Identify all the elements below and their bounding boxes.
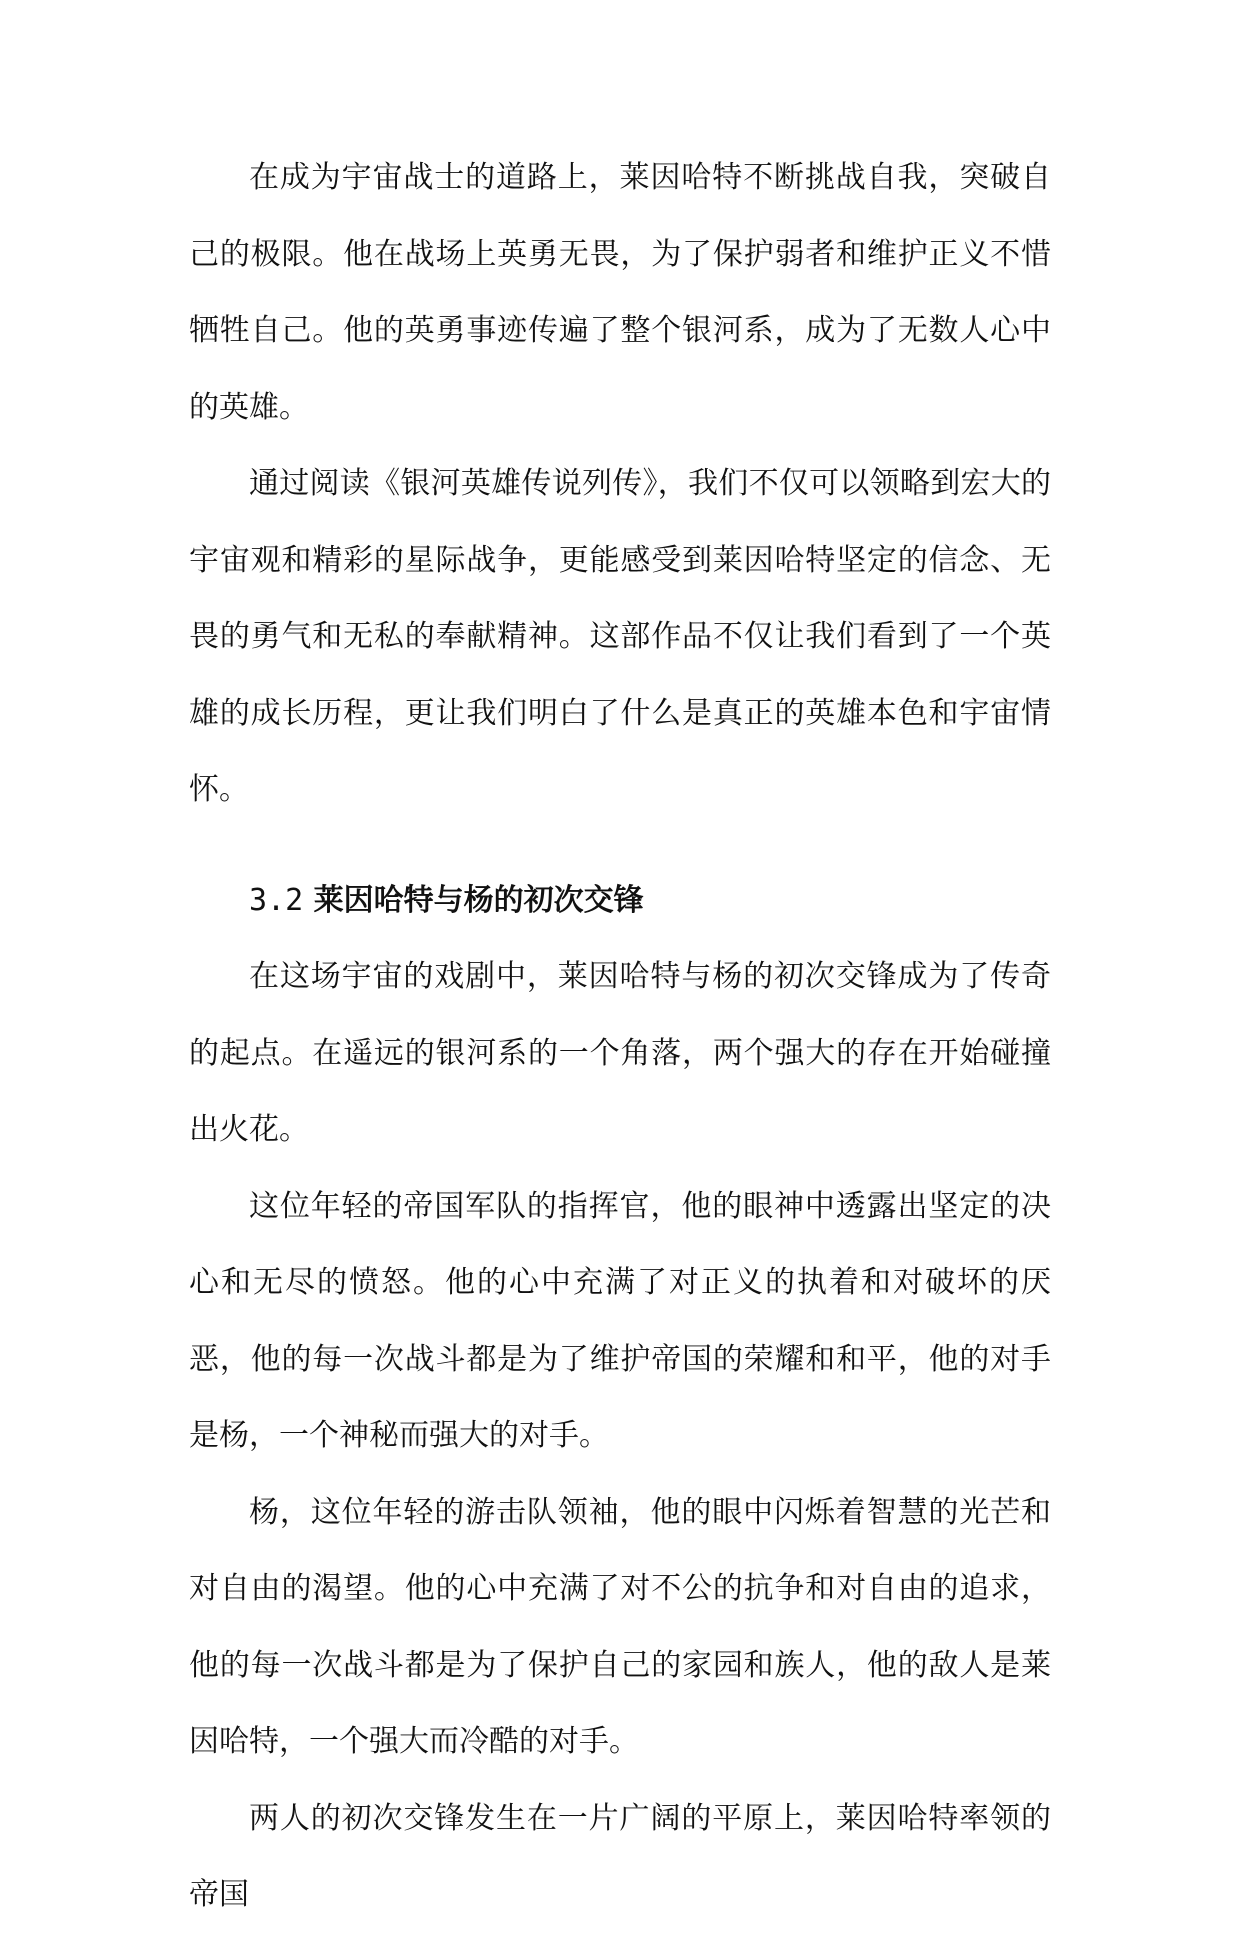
section-number: 3.2: [249, 882, 304, 918]
document-body: [189, 140, 1051, 1934]
paragraph: 通过阅读《银河英雄传说列传》，我们不仅可以领略到宏大的宇宙观和精彩的星际战争，更能感受到莱因哈特坚定的信念、无畏的勇气和无私的奉献精神。这部作品不仅让我们看到了一个英雄的成长历程，更让我们明白了什么是真正的英雄本色和宇宙情怀。: [189, 466, 1051, 807]
paragraph: 在这场宇宙的戏剧中，莱因哈特与杨的初次交锋成为了传奇的起点。在遥远的银河系的一个角落，两个强大的存在开始碰撞出火花。: [189, 959, 1051, 1147]
paragraph: 这位年轻的帝国军队的指挥官，他的眼神中透露出坚定的决心和无尽的愤怒。他的心中充满了对正义的执着和对破坏的厌恶，他的每一次战斗都是为了维护帝国的荣耀和和平，他的对手是杨，一个神秘而强大的对手。: [189, 1188, 1051, 1453]
section-heading: [189, 863, 1051, 940]
section-title: 莱因哈特与杨的初次交锋: [313, 882, 644, 918]
paragraph: 杨，这位年轻的游击队领袖，他的眼中闪烁着智慧的光芒和对自由的渴望。他的心中充满了对不公的抗争和对自由的追求，他的每一次战斗都是为了保护自己的家园和族人，他的敌人是莱因哈特，一个强大而冷酷的对手。: [189, 1494, 1051, 1759]
paragraph: 两人的初次交锋发生在一片广阔的平原上，莱因哈特率领的帝国: [189, 1800, 1051, 1912]
paragraph: 在成为宇宙战士的道路上，莱因哈特不断挑战自我，突破自己的极限。他在战场上英勇无畏，为了保护弱者和维护正义不惜牺牲自己。他的英勇事迹传遍了整个银河系，成为了无数人心中的英雄。: [189, 160, 1051, 425]
